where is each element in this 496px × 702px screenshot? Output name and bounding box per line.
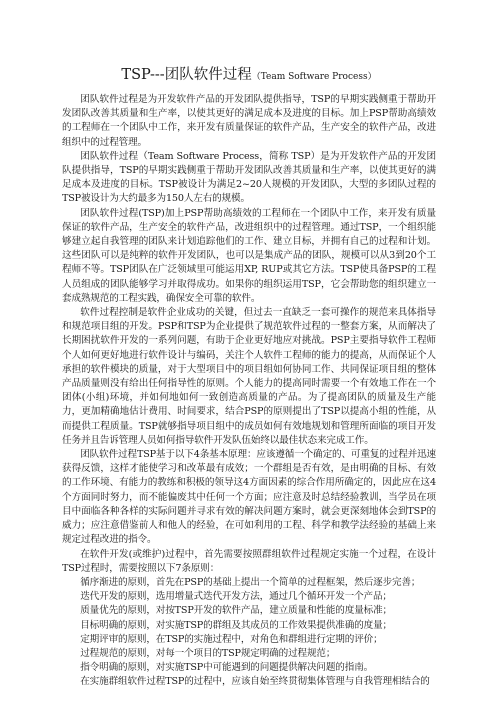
list-item: 循序渐进的原则，首先在PSP的基础上提出一个简单的过程框架，然后逐步完善； <box>80 576 421 588</box>
paragraph-seven-principles-intro: 在软件开发(或维护)过程中，首先需要按照群组软件过程规定实施一个过程，在设计TSP过程时，需要按照以下7条原则： <box>62 548 436 574</box>
document-title-main: TSP---团队软件过程 <box>121 67 252 83</box>
paragraph-process-control: 软件过程控制是软件企业成功的关键，但过去一直缺乏一套可操作的规范来具体指导和规范项目组的开发。PSP和TSP为企业提供了规范软件过程的一整套方案，从而解决了长期困扰软件开发的一系列问题，有助于企业更好地应对挑战。PSP主要指导软件工程师个人如何更好地进行软件设计与编码，关注个人软件工程师的能力的提高，从而保证个人承担的软件模块的质量，对于大型项目中的项目组如何协同工作、共同保证项目组的整体产品质量则没有给出任何指导性的原则。个人能力的提高同时需要一个有效地工作在一个团体(小组)环境，并如何地如何一致创造高质量的产品。为了提高团队的质量及生产能力，更加精确地估计费用、时间要求，结合PSP的原则提出了TSP以提高小组的性能，从而提供工程质量。TSP就够指导项目组中的成员如何有效地规划和管理所面临的项目开发任务并且告诉管理人员如何指导软件开发队伍始终以最佳状态来完成工作。 <box>62 307 436 446</box>
list-item: 过程规范的原则，对每一个项目的TSP规定明确的过程规范； <box>80 647 336 659</box>
list-item: 质量优先的原则，对按TSP开发的软件产品，建立质量和性能的度量标准； <box>80 605 392 617</box>
paragraph-tsp-psp: 团队软件过程(TSP)加上PSP帮助高绩效的工程师在一个团队中工作，来开发有质量保证的软件产品，生产安全的软件产品，改进组织中的过程管理。通过TSP，一个组织能够建立起自我管理的团队来计划追踪他们的工作、建立目标，并拥有自己的过程和计划。这些团队可以是纯粹的软件开发团队，也可以是集成产品的团队，规模可以从3到20个工程师不等。TSP团队在广泛领域里可能运用XP, RUP或其它方法。TSP使具备PSP的工程人员组成的团队能够学习并取得成功。如果你的组织运用TSP，它会帮助您的组织建立一套成熟规范的工程实践，确保安全可靠的软件。 <box>62 207 436 304</box>
document-page <box>62 58 436 690</box>
paragraph-intro: 团队软件过程是为开发软件产品的开发团队提供指导，TSP的早期实践侧重于帮助开发团队改善其质量和生产率，以使其更好的满足成本及进度的目标。加上PSP帮助高绩效的工程师在一个团队中工作，来开发有质量保证的软件产品，生产安全的软件产品，改进组织中的过程管理。 <box>62 94 436 148</box>
paragraph-definition: 团队软件过程（Team Software Process，简称 TSP）是为开发软件产品的开发团队提供指导，TSP的早期实践侧重于帮助开发团队改善其质量和生产率，以使其更好的满足成本及进度的目标。TSP被设计为满足2~20人规模的开发团队，大型的多团队过程的TSP被设计为大约最多为150人左右的规模。 <box>62 150 436 205</box>
document-title <box>62 66 436 86</box>
list-item: 迭代开发的原则，选用增量式迭代开发方法，通过几个循环开发一个产品； <box>80 591 392 603</box>
list-item: 定期评审的原则，在TSP的实施过程中，对角色和群组进行定期的评价； <box>80 633 383 645</box>
list-item: 目标明确的原则，对实施TSP的群组及其成员的工作效果提供准确的度量； <box>80 619 392 631</box>
document-title-sub: （Team Software Process） <box>251 72 377 82</box>
list-item: 指令明确的原则，对实施TSP中可能遇到的问题提供解决问题的指南。 <box>80 662 374 674</box>
principle-list <box>62 576 436 675</box>
paragraph-closing: 在实施群组软件过程TSP的过程中，应该自始至终贯彻集体管理与自我管理相结合的 <box>80 676 430 688</box>
paragraph-basic-principles: 团队软件过程TSP基于以下4条基本原理：应该遵循一个确定的、可重复的过程并迅速获得反馈，这样才能使学习和改革最有成效；一个群组是否有效，是由明确的目标、有效的工作环境、有能力的教练和积极的领导这4方面因素的综合作用所确定的，因此应在这4个方面同时努力，而不能偏废其中任何一个方面；应注意及时总结经验教训，当学员在项目中面临各种各样的实际问题并寻求有效的解决问题方案时，就会更深刻地体会到TSP的威力；应注意借鉴前人和他人的经验，在可如利用的工程、科学和教学法经验的基础上来规定过程改进的指令。 <box>62 449 436 546</box>
